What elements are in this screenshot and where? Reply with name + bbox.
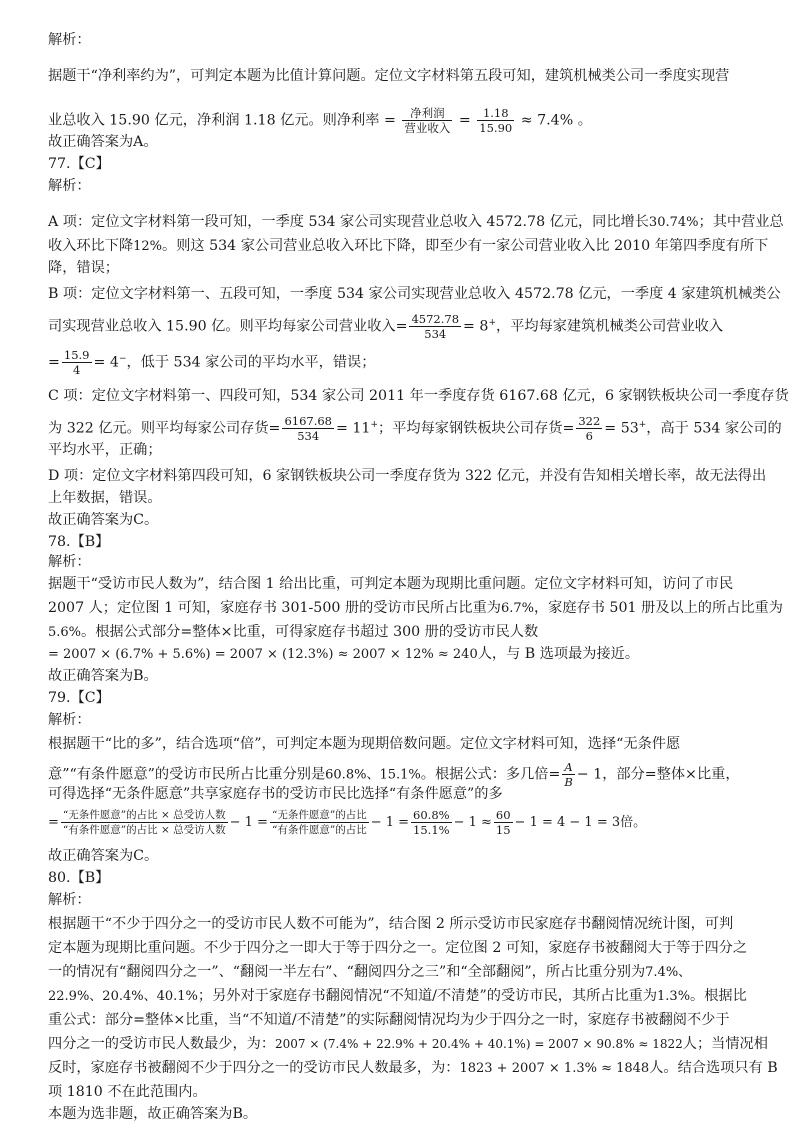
paragraph-line: 22.9%、20.4%、40.1%；另外对于家庭存书翻阅情况“不知道/不清楚”的受访市民，其所占比重为1.3%。根据比 xyxy=(48,988,747,1004)
paragraph-line: 司实现营业总收入 15.90 亿。则平均每家公司营业收入= $\frac{4572.78}{534}$ = 8+，平均每家建筑机械类公司营业收入 xyxy=(48,312,724,341)
paragraph-line: 平均水平，正确； xyxy=(48,442,162,458)
paragraph-line: = $\frac{15.9}{4}$ = 4−，低于 534 家公司的平均水平，错误； xyxy=(48,348,376,377)
question-number: 79.【C】 xyxy=(48,690,110,706)
paragraph-line: 重公式：部分=整体×比重，当“不知道/不清楚”的实际翻阅情况均为少于四分之一时，家庭存书被翻阅不少于 xyxy=(48,1012,730,1028)
fraction: $\frac{\text{净利润}}{\text{营业收入}}$ xyxy=(404,106,451,135)
question-number: 80.【B】 xyxy=(48,870,110,886)
paragraph-line: 据题干“受访市民人数为”，结合图 1 给出比重，可判定本题为现期比重问题。定位文字材料可知，访问了市民 xyxy=(48,576,734,592)
paragraph-line: 定本题为现期比重问题。不少于四分之一即大于等于四分之一。定位图 2 可知，家庭存书被翻阅大于等于四分之 xyxy=(48,940,748,956)
fraction: $\frac{4572.78}{534}$ xyxy=(411,312,460,341)
paragraph-line: 项 1810 不在此范围内。 xyxy=(48,1084,207,1100)
answer-line: 故正确答案为C。 xyxy=(48,512,159,528)
question-number: 78.【B】 xyxy=(48,534,110,550)
question-number: 77.【C】 xyxy=(48,156,110,172)
analysis-heading: 解析： xyxy=(48,32,91,48)
paragraph-line: 5.6%。根据公式部分=整体×比重，可得家庭存书超过 300 册的受访市民人数 xyxy=(48,624,539,640)
answer-line: 故正确答案为C。 xyxy=(48,848,159,864)
paragraph-line: 2007 人；定位图 1 可知，家庭存书 301-500 册的受访市民所占比重为6.7%，家庭存书 501 册及以上的所占比重为 xyxy=(48,600,783,616)
answer-line: 本题为选非题，故正确答案为B。 xyxy=(48,1106,258,1122)
fraction: $\frac{60}{15}$ xyxy=(495,808,511,837)
formula-line: 反时，家庭存书被翻阅不少于四分之一的受访市民人数最多，为：1823 + 2007 × 1.3% ≈ 1848人。结合选项只有 B xyxy=(48,1060,778,1076)
paragraph-line: 据题干“净利率约为”，可判定本题为比值计算问题。定位文字材料第五段可知，建筑机械类公司一季度实现营 xyxy=(48,68,730,84)
analysis-heading: 解析： xyxy=(48,554,91,570)
formula-line: = 2007 × (6.7% + 5.6%) = 2007 × (12.3%) ≈ 2007 × 12% ≈ 240人，与 B 选项最为接近。 xyxy=(48,646,640,662)
formula-line: 四分之一的受访市民人数最少，为：2007 × (7.4% + 22.9% + 20.4% + 40.1%) = 2007 × 90.8% ≈ 1822人；当情况相 xyxy=(48,1036,768,1052)
paragraph-line: 收入环比下降12%。则这 534 家公司营业总收入环比下降，即至少有一家公司营业收入比 2010 年第四季度有所下 xyxy=(48,238,769,254)
paragraph-line: 意”“有条件愿意”的受访市民所占比重分别是60.8%、15.1%。根据公式：多几倍= $\frac{A}{B}$ − 1，部分=整体×比重， xyxy=(48,760,740,789)
paragraph-line: B 项：定位文字材料第一、五段可知，一季度 534 家公司实现营业总收入 4572.78 亿元，一季度 4 家建筑机械类公 xyxy=(48,286,781,302)
paragraph-line: 可得选择“无条件愿意”共享家庭存书的受访市民比选择“有条件愿意”的多 xyxy=(48,786,503,802)
analysis-heading: 解析： xyxy=(48,892,91,908)
fraction: $\frac{15.9}{4}$ xyxy=(63,348,90,377)
fraction: $\frac{1.18}{15.90}$ xyxy=(479,106,513,135)
paragraph-line: 根据题干“不少于四分之一的受访市民人数不可能为”，结合图 2 所示受访市民家庭存书翻阅情况统计图，可判 xyxy=(48,916,734,932)
paragraph-line: 为 322 亿元。则平均每家公司存货= $\frac{6167.68}{534}$ = 11+；平均每家钢铁板块公司存货= $\frac{322}{6}$ = 53+，高于 534 家公司的 xyxy=(48,414,782,443)
fraction: $\frac{\text{“无条件愿意”的占比 × 总受访人数}}{\text{“有条件愿意”的占比 × 总受访人数}}$ xyxy=(62,809,226,836)
answer-line: 故正确答案为A。 xyxy=(48,134,158,150)
fraction: $\frac{60.8\%}{15.1\%}$ xyxy=(413,808,450,837)
fraction: $\frac{6167.68}{534}$ xyxy=(284,414,332,443)
answer-line: 故正确答案为B。 xyxy=(48,668,158,684)
paragraph-line: D 项：定位文字材料第四段可知，6 家钢铁板块公司一季度存货为 322 亿元，并没有告知相关增长率，故无法得出 xyxy=(48,468,767,484)
analysis-heading: 解析： xyxy=(48,712,91,728)
paragraph-line: A 项：定位文字材料第一段可知，一季度 534 家公司实现营业总收入 4572.78 亿元，同比增长30.74%；其中营业总 xyxy=(48,214,784,230)
paragraph-line: 降，错误； xyxy=(48,260,119,276)
formula-line: = $\frac{\text{“无条件愿意”的占比 × 总受访人数}}{\text{“有条件愿意”的占比 × 总受访人数}}$ − 1 = $\frac{\text{“无条件愿意”的占比}}{\text{“有条件愿意”的占比}}$ − 1 = $\frac{60.8\%}{15.1\%}$ − 1 ≈ $\frac{60}{15}$ − 1 = 4 − 1 = 3倍。 xyxy=(48,808,647,837)
paragraph-line: 根据题干“比的多”，结合选项“倍”，可判定本题为现期倍数问题。定位文字材料可知，选择“无条件愿 xyxy=(48,736,681,752)
paragraph-line: 上年数据，错误。 xyxy=(48,490,162,506)
analysis-heading: 解析： xyxy=(48,178,91,194)
paragraph-line: 业总收入 15.90 亿元，净利润 1.18 亿元。则净利率 = $\frac{\text{净利润}}{\text{营业收入}}$ = $\frac{1.18}{15.90}$ ≈ 7.4% 。 xyxy=(48,106,592,135)
paragraph-line: C 项：定位文字材料第一、四段可知，534 家公司 2011 年一季度存货 6167.68 亿元，6 家钢铁板块公司一季度存货 xyxy=(48,388,789,404)
fraction: $\frac{A}{B}$ xyxy=(564,760,573,789)
paragraph-line: 一的情况有“翻阅四分之一”、“翻阅一半左右”、“翻阅四分之三”和“全部翻阅”，所占比重分别为7.4%、 xyxy=(48,964,692,980)
fraction: $\frac{\text{“无条件愿意”的占比}}{\text{“有条件愿意”的占比}}$ xyxy=(271,809,367,836)
fraction: $\frac{322}{6}$ xyxy=(578,414,601,443)
